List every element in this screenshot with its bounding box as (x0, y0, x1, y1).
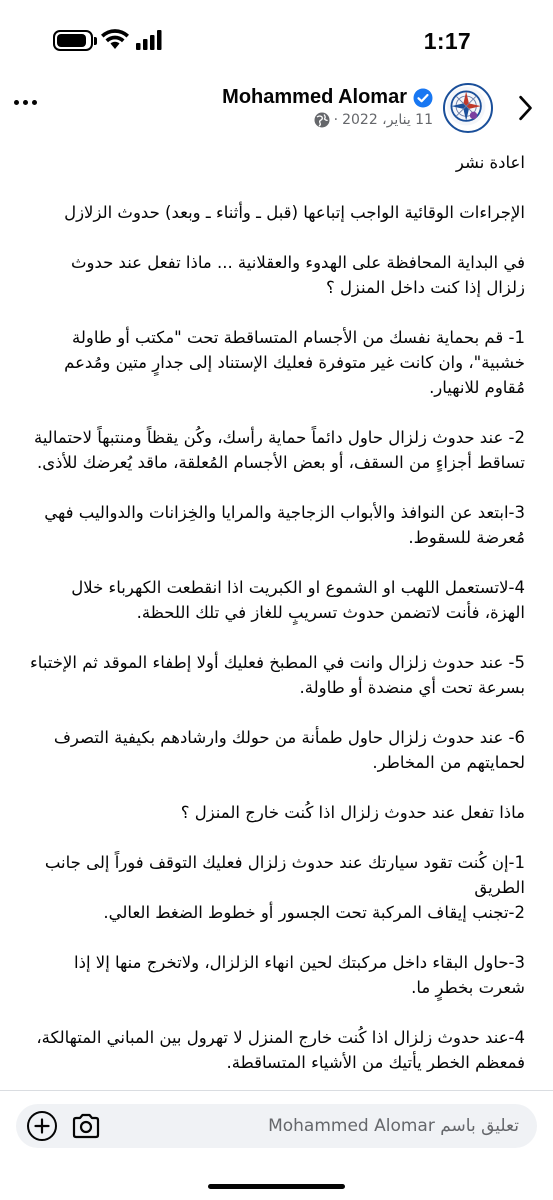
status-bar (0, 0, 553, 80)
post-paragraph: 1-إن كُنت تقود سيارتك عند حدوث زلزال فعليك التوقف فوراً إلى جانب الطريق 2-تجنب إيقاف المركبة تحت الجسور أو خطوط الضغط العالي. (44, 853, 525, 922)
post-paragraph: في البداية المحافظة على الهدوء والعقلانية ... ماذا تفعل عند حدوث زلزال إذا كنت داخل المنزل ؟ (70, 253, 525, 297)
back-arrow-icon (517, 94, 535, 122)
post-paragraph: اعادة نشر (455, 153, 525, 172)
post-paragraph: 3-ابتعد عن النوافذ والأبواب الزجاجية والمرايا والخِزانات والدواليب فهي مُعرضة للسقوط. (44, 503, 525, 547)
battery-level (57, 34, 86, 47)
verified-badge-icon (413, 88, 433, 108)
post-paragraph: 2- عند حدوث زلزال حاول دائماً حماية رأسك، وكُن يقظاً ومنتبهاً لاحتمالية تساقط أجزاءٍ من السقف، أو بعض الأجسام المُعلقة، ماقد يُعرضك للأذى. (33, 428, 525, 472)
comment-input[interactable] (189, 1104, 519, 1148)
post-date[interactable]: 11 يناير، 2022 (342, 112, 433, 128)
camera-icon[interactable] (71, 1112, 101, 1140)
add-button[interactable] (27, 1111, 57, 1141)
meta-separator: · (333, 112, 339, 128)
home-indicator (208, 1184, 345, 1189)
wifi-icon (100, 27, 130, 51)
post-paragraph: ماذا تفعل عند حدوث زلزال اذا كُنت خارج المنزل ؟ (180, 803, 525, 822)
cellular-signal-icon (136, 30, 162, 50)
globe-icon (314, 112, 330, 128)
comment-bar (0, 1090, 553, 1200)
post-paragraph: 5- عند حدوث زلزال وانت في المطبخ فعليك أولا إطفاء الموقد ثم الإختباء بسرعة تحت أي منضدة أو طاولة. (30, 653, 525, 697)
author-name[interactable] (222, 86, 433, 109)
post-paragraph: 3-حاول البقاء داخل مركبتك لحين انهاء الزلزال، ولاتخرج منها إلا إذا شعرت بخطرٍ ما. (74, 953, 525, 997)
battery-icon (53, 30, 93, 51)
avatar[interactable] (443, 83, 493, 133)
back-button[interactable] (513, 92, 539, 124)
post-paragraph: 4-لاتستعمل اللهب او الشموع او الكبريت اذا انقطعت الكهرباء خلال الهزة، فأنت لاتضمن حدوث تسريبٍ للغاز في تلك اللحظة. (71, 578, 525, 622)
post-meta (314, 112, 433, 128)
add-circle-icon (34, 1118, 50, 1134)
author-name-text[interactable]: Mohammed Alomar (222, 86, 407, 108)
post-paragraph: الإجراءات الوقائية الواجب إتباعها (قبل ـ وأثناء ـ وبعد) حدوث الزلازل (64, 203, 525, 222)
post-paragraph: 4-عند حدوث زلزال اذا كُنت خارج المنزل لا تهرول بين المباني المتهالكة، فمعظم الخطر يأتيك من الأشياء المتساقطة. (36, 1028, 525, 1072)
more-options-icon[interactable] (14, 100, 37, 105)
avatar-compass-icon (445, 85, 491, 131)
comment-box[interactable] (16, 1104, 537, 1148)
post-header (0, 80, 553, 140)
post-paragraph: 1- قم بحماية نفسك من الأجسام المتساقطة تحت "مكتب أو طاولة خشبية"، وان كانت غير متوفرة فعليك الإستناد إلى جدارٍ متين ومُدعم مُقاوم للانهيار. (64, 328, 525, 397)
post-body (28, 150, 525, 1088)
post-paragraph: 6- عند حدوث زلزال حاول طمأنة من حولك وارشادهم بكيفية التصرف لحمايتهم من المخاطر. (53, 728, 525, 772)
status-time: 1:17 (423, 28, 471, 54)
